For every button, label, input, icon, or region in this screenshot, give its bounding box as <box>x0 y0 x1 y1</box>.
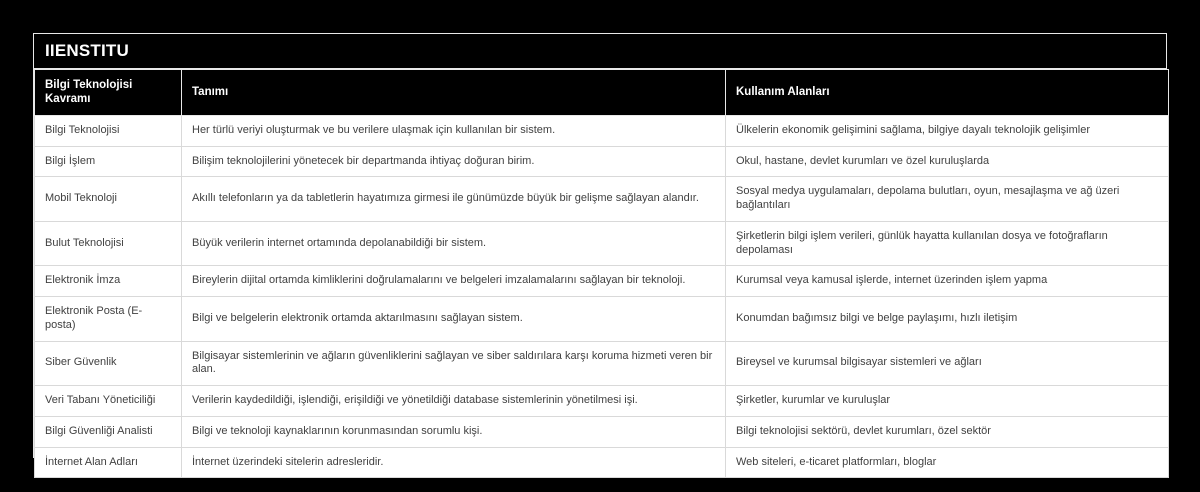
cell-usage: Bireysel ve kurumsal bilgisayar sistemleri ve ağları <box>726 341 1169 386</box>
cell-concept: Veri Tabanı Yöneticiliği <box>35 386 182 417</box>
cell-definition: Her türlü veriyi oluşturmak ve bu verilere ulaşmak için kullanılan bir sistem. <box>182 115 726 146</box>
table-row <box>35 341 1169 386</box>
cell-concept: Bilgi Güvenliği Analisti <box>35 416 182 447</box>
cell-usage: Bilgi teknolojisi sektörü, devlet kurumları, özel sektör <box>726 416 1169 447</box>
cell-concept: Mobil Teknoloji <box>35 177 182 222</box>
cell-usage: Okul, hastane, devlet kurumları ve özel kuruluşlarda <box>726 146 1169 177</box>
column-header-usage: Kullanım Alanları <box>726 70 1169 116</box>
table-row <box>35 266 1169 297</box>
cell-usage: Kurumsal veya kamusal işlerde, internet üzerinden işlem yapma <box>726 266 1169 297</box>
brand-title: IIENSTITU <box>34 34 1166 69</box>
table-header <box>35 70 1169 116</box>
cell-concept: Bilgi Teknolojisi <box>35 115 182 146</box>
cell-concept: Bulut Teknolojisi <box>35 221 182 266</box>
table-body <box>35 115 1169 478</box>
cell-usage: Ülkelerin ekonomik gelişimini sağlama, bilgiye dayalı teknolojik gelişimler <box>726 115 1169 146</box>
cell-definition: Akıllı telefonların ya da tabletlerin hayatımıza girmesi ile günümüzde büyük bir gelişme sağlayan alandır. <box>182 177 726 222</box>
cell-concept: İnternet Alan Adları <box>35 447 182 478</box>
cell-definition: İnternet üzerindeki sitelerin adresleridir. <box>182 447 726 478</box>
cell-definition: Bilişim teknolojilerini yönetecek bir departmanda ihtiyaç doğuran birim. <box>182 146 726 177</box>
cell-definition: Büyük verilerin internet ortamında depolanabildiği bir sistem. <box>182 221 726 266</box>
table-row <box>35 447 1169 478</box>
cell-usage: Konumdan bağımsız bilgi ve belge paylaşımı, hızlı iletişim <box>726 297 1169 342</box>
cell-concept: Siber Güvenlik <box>35 341 182 386</box>
cell-definition: Bireylerin dijital ortamda kimliklerini doğrulamalarını ve belgeleri imzalamalarını sağlayan bir teknoloji. <box>182 266 726 297</box>
cell-usage: Web siteleri, e-ticaret platformları, bloglar <box>726 447 1169 478</box>
concepts-panel <box>33 33 1167 468</box>
table-row <box>35 386 1169 417</box>
cell-concept: Elektronik Posta (E-posta) <box>35 297 182 342</box>
cell-concept: Bilgi İşlem <box>35 146 182 177</box>
cell-concept: Elektronik İmza <box>35 266 182 297</box>
table-row <box>35 297 1169 342</box>
column-header-concept: Bilgi Teknolojisi Kavramı <box>35 70 182 116</box>
table-row <box>35 177 1169 222</box>
cell-definition: Bilgi ve teknoloji kaynaklarının korunmasından sorumlu kişi. <box>182 416 726 447</box>
cell-definition: Verilerin kaydedildiği, işlendiği, erişildiği ve yönetildiği database sistemlerinin yönetilmesi işi. <box>182 386 726 417</box>
concepts-table <box>34 69 1169 478</box>
cell-usage: Şirketler, kurumlar ve kuruluşlar <box>726 386 1169 417</box>
table-row <box>35 416 1169 447</box>
cell-usage: Şirketlerin bilgi işlem verileri, günlük hayatta kullanılan dosya ve fotoğrafların depolaması <box>726 221 1169 266</box>
cell-definition: Bilgi ve belgelerin elektronik ortamda aktarılmasını sağlayan sistem. <box>182 297 726 342</box>
table-row <box>35 221 1169 266</box>
cell-usage: Sosyal medya uygulamaları, depolama bulutları, oyun, mesajlaşma ve ağ üzeri bağlantıları <box>726 177 1169 222</box>
column-header-definition: Tanımı <box>182 70 726 116</box>
header-row <box>35 70 1169 116</box>
cell-definition: Bilgisayar sistemlerinin ve ağların güvenliklerini sağlayan ve siber saldırılara karşı koruma hizmeti veren bir alan. <box>182 341 726 386</box>
table-row <box>35 115 1169 146</box>
table-row <box>35 146 1169 177</box>
